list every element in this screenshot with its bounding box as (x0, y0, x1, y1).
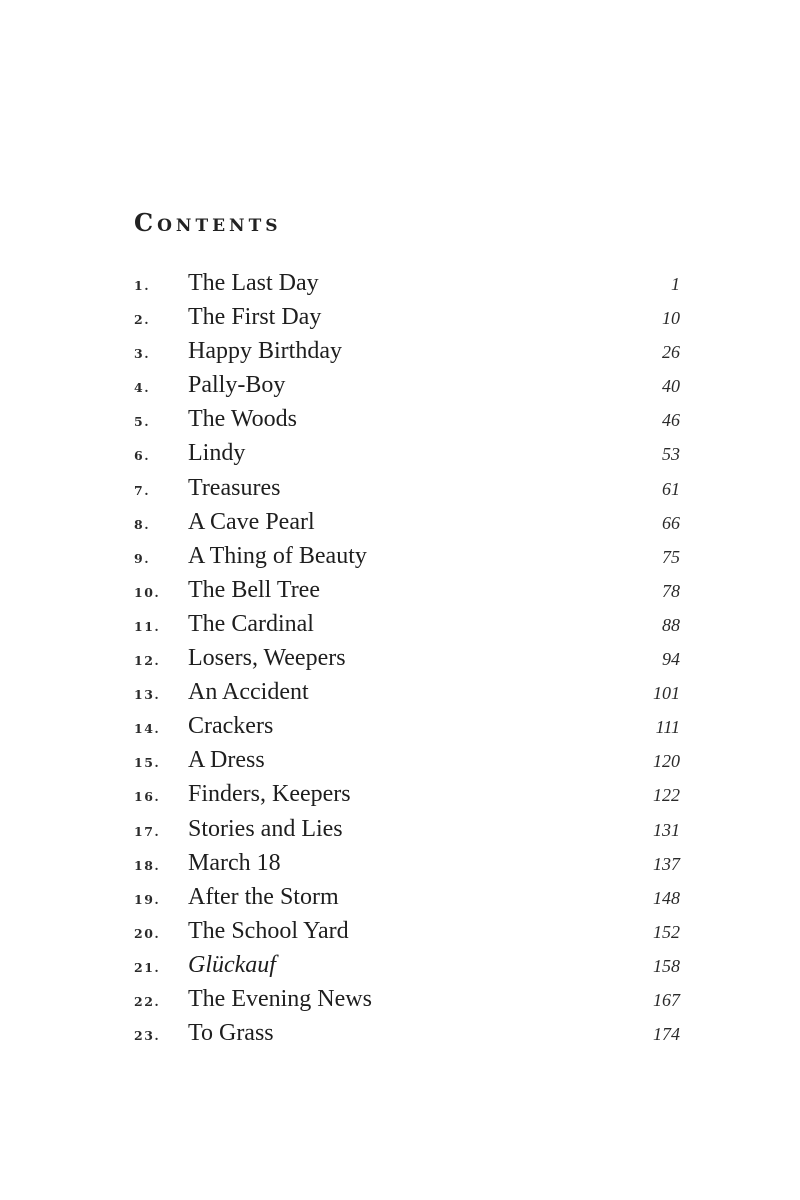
page-number: 61 (662, 478, 680, 499)
chapter-number: 20. (134, 925, 161, 941)
chapter-title: After the Storm (188, 883, 339, 910)
chapter-title: The Last Day (188, 270, 319, 296)
page-number: 53 (662, 444, 680, 465)
chapter-title: A Cave Pearl (188, 508, 315, 535)
chapter-number: 9. (134, 550, 151, 566)
chapter-title: A Thing of Beauty (188, 542, 367, 569)
page-number: 1 (671, 274, 680, 294)
chapter-title: The Woods (188, 406, 297, 433)
chapter-title: To Grass (188, 1020, 274, 1047)
page-number: 174 (653, 1024, 680, 1045)
chapter-title: Treasures (188, 474, 281, 501)
toc-entry (134, 952, 680, 986)
chapter-number: 10. (134, 584, 161, 600)
chapter-number: 1. (134, 278, 151, 293)
toc-entry (134, 918, 680, 952)
chapter-number: 17. (134, 823, 161, 839)
page-number: 75 (662, 546, 680, 567)
page-title (134, 208, 282, 237)
toc-entry (134, 270, 680, 304)
toc-entry (134, 645, 680, 679)
toc-entry (134, 986, 680, 1020)
toc-entry (134, 816, 680, 850)
toc-entry (134, 304, 680, 338)
chapter-title: Glückauf (188, 951, 276, 978)
toc-entry (134, 543, 680, 577)
page-number: 120 (653, 751, 680, 772)
page-number: 46 (662, 410, 680, 431)
chapter-number: 22. (134, 993, 161, 1009)
chapter-number: 4. (134, 380, 151, 396)
chapter-number: 16. (134, 789, 161, 805)
toc-entry (134, 884, 680, 918)
toc-entry (134, 850, 680, 884)
toc-entry (134, 1020, 680, 1054)
table-of-contents (134, 270, 680, 1054)
page-number: 66 (662, 512, 680, 533)
chapter-title: An Accident (188, 679, 309, 706)
page-title-text: Contents (134, 208, 282, 237)
chapter-title: A Dress (188, 747, 265, 774)
page-number: 78 (662, 580, 680, 601)
page-number: 26 (662, 342, 680, 363)
chapter-number: 5. (134, 414, 151, 430)
chapter-title: Happy Birthday (188, 338, 342, 365)
page-number: 152 (653, 921, 680, 942)
chapter-number: 8. (134, 516, 151, 532)
page-number: 40 (662, 376, 680, 397)
chapter-title: Lindy (188, 440, 246, 467)
chapter-number: 7. (134, 482, 151, 498)
chapter-title: Stories and Lies (188, 815, 343, 842)
chapter-number: 13. (134, 687, 161, 703)
page-number: 158 (653, 955, 680, 976)
chapter-number: 14. (134, 721, 161, 737)
chapter-title: Crackers (188, 713, 274, 740)
chapter-number: 19. (134, 891, 161, 907)
chapter-number: 18. (134, 857, 161, 873)
chapter-number: 6. (134, 448, 151, 464)
chapter-number: 12. (134, 653, 161, 669)
chapter-title: Pally-Boy (188, 372, 286, 399)
chapter-title: Finders, Keepers (188, 781, 351, 808)
page-number: 167 (653, 989, 680, 1010)
page-number: 131 (653, 819, 680, 840)
toc-entry (134, 440, 680, 474)
page-number: 101 (653, 683, 680, 704)
toc-entry (134, 679, 680, 713)
chapter-number: 3. (134, 346, 151, 362)
toc-entry (134, 475, 680, 509)
toc-entry (134, 611, 680, 645)
page-number: 10 (662, 308, 680, 329)
chapter-number: 21. (134, 959, 161, 975)
chapter-title: March 18 (188, 849, 281, 876)
toc-entry (134, 406, 680, 440)
chapter-title: The School Yard (188, 917, 349, 944)
page-number: 111 (655, 717, 680, 738)
toc-entry (134, 577, 680, 611)
chapter-number: 23. (134, 1028, 161, 1044)
chapter-title: The Cardinal (188, 610, 314, 637)
page-number: 88 (662, 614, 680, 635)
toc-entry (134, 509, 680, 543)
chapter-number: 15. (134, 755, 161, 771)
toc-entry (134, 713, 680, 747)
chapter-number: 11. (134, 618, 161, 634)
toc-entry (134, 781, 680, 815)
toc-entry (134, 747, 680, 781)
chapter-title: The Bell Tree (188, 576, 320, 603)
toc-entry (134, 338, 680, 372)
chapter-title: The First Day (188, 304, 322, 331)
page-number: 148 (653, 887, 680, 908)
page-number: 122 (653, 785, 680, 806)
chapter-number: 2. (134, 312, 151, 328)
chapter-title: Losers, Weepers (188, 645, 346, 672)
toc-entry (134, 372, 680, 406)
chapter-title: The Evening News (188, 985, 372, 1012)
page-number: 94 (662, 649, 680, 670)
page-number: 137 (653, 853, 680, 874)
